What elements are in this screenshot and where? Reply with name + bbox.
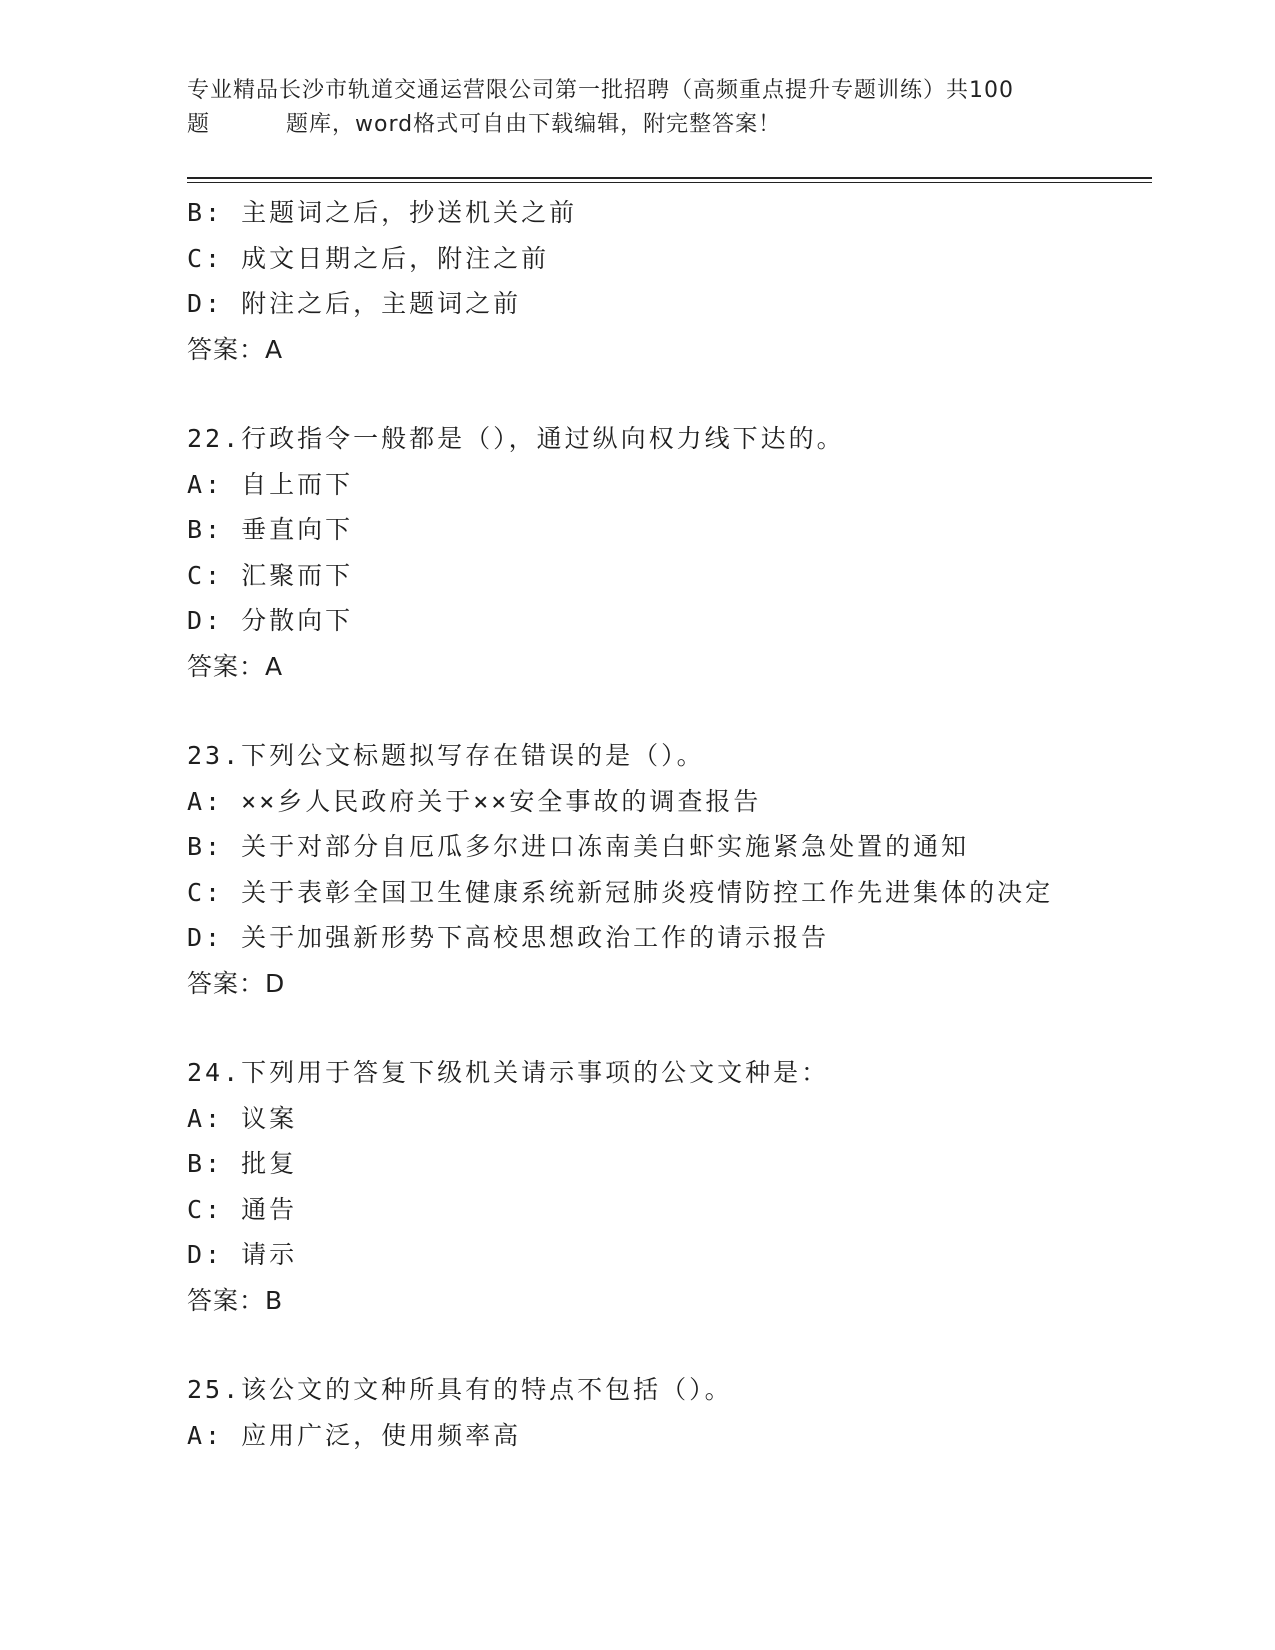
question-stem: 24.下列用于答复下级机关请示事项的公文文种是： xyxy=(187,1058,830,1087)
previous-question-continuation xyxy=(187,190,1147,372)
document-header xyxy=(187,74,1087,142)
question-stem: 25.该公文的文种所具有的特点不包括（）。 xyxy=(187,1375,733,1404)
option-d: D: 分散向下 xyxy=(187,606,354,635)
option-c: C: 成文日期之后，附注之前 xyxy=(187,243,550,273)
header-title-prefix: 题 xyxy=(187,112,211,137)
option-d: D: 关于加强新形势下高校思想政治工作的请示报告 xyxy=(187,923,830,952)
question-stem: 23.下列公文标题拟写存在错误的是（）。 xyxy=(187,741,705,770)
answer-line: 答案：D xyxy=(187,968,286,998)
option-a: A: ××乡人民政府关于××安全事故的调查报告 xyxy=(187,786,762,816)
header-divider-thick xyxy=(187,177,1152,179)
option-d: D: 附注之后，主题词之前 xyxy=(187,289,522,318)
option-c: C: 通告 xyxy=(187,1194,298,1224)
header-divider-thin xyxy=(187,182,1152,183)
header-title-line-2 xyxy=(187,108,1087,142)
option-a: A: 自上而下 xyxy=(187,469,354,499)
option-d: D: 请示 xyxy=(187,1240,298,1269)
option-a: A: 应用广泛，使用频率高 xyxy=(187,1420,522,1450)
header-title-line-1: 专业精品长沙市轨道交通运营限公司第一批招聘（高频重点提升专题训练）共100 xyxy=(187,78,1014,103)
question-stem: 22.行政指令一般都是（），通过纵向权力线下达的。 xyxy=(187,424,845,453)
answer-line: 答案：B xyxy=(187,1285,284,1315)
question-25 xyxy=(187,1367,1147,1458)
question-24 xyxy=(187,1050,1147,1323)
header-title-rest: 题库，word格式可自由下载编辑，附完整答案！ xyxy=(286,112,782,137)
question-23 xyxy=(187,733,1147,1006)
question-list xyxy=(187,190,1147,1458)
answer-line: 答案：A xyxy=(187,651,284,681)
option-b: B: 批复 xyxy=(187,1149,298,1178)
answer-line: 答案：A xyxy=(187,334,284,364)
option-a: A: 议案 xyxy=(187,1103,298,1133)
option-b: B: 垂直向下 xyxy=(187,515,354,544)
option-b: B: 主题词之后，抄送机关之前 xyxy=(187,198,578,227)
question-22 xyxy=(187,416,1147,689)
option-c: C: 汇聚而下 xyxy=(187,560,354,590)
option-c: C: 关于表彰全国卫生健康系统新冠肺炎疫情防控工作先进集体的决定 xyxy=(187,877,1054,907)
option-b: B: 关于对部分自厄瓜多尔进口冻南美白虾实施紧急处置的通知 xyxy=(187,832,970,861)
